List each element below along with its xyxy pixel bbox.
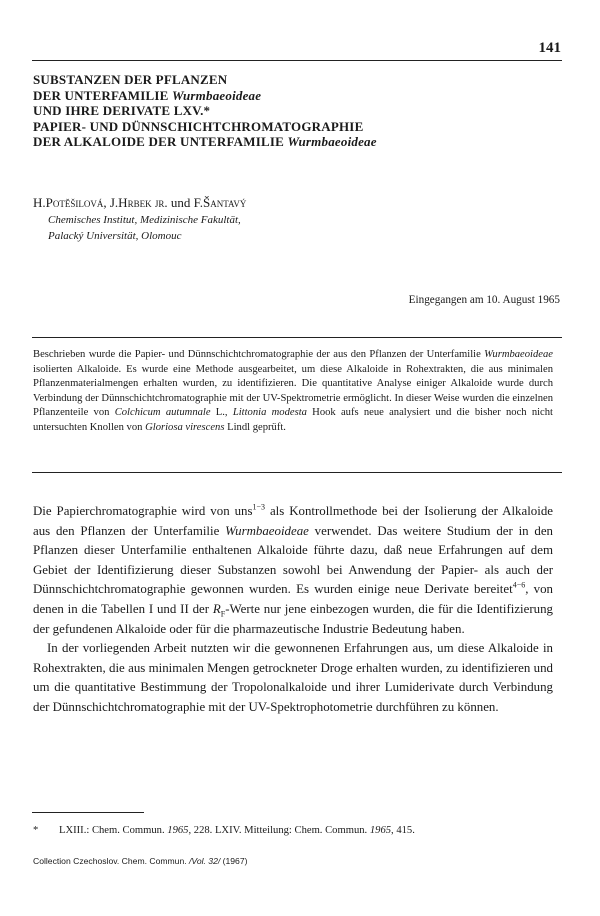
author-list: H.Potěšilová, J.Hrbek jr. und F.Šantavý [33, 195, 247, 210]
title-line-1: SUBSTANZEN DER PFLANZEN [33, 72, 228, 87]
page-number: 141 [538, 40, 561, 56]
paragraph-2: In der vorliegenden Arbeit nutzten wir die gewonnenen Erfahrungen aus, um diese Alkaloide in Rohextrakten, die aus minimalen Mengen getrockneter Droge erhalten wurden, zu identifizieren und um die quantitative Bestimmung der Tropolonalkaloide und ihrer Lumiderivate durch Verbindung der Dünnschichtchromatographie mit der UV-Spektrophotometrie durchführen zu können. [33, 641, 553, 714]
title-line-5: DER ALKALOIDE DER UNTERFAMILIE Wurmbaeoideae [33, 134, 377, 150]
header-rule [32, 60, 562, 61]
main-text [33, 502, 553, 718]
title-line-3: UND IHRE DERIVATE LXV.* [33, 103, 211, 119]
affiliation-line-1: Chemisches Institut, Medizinische Fakultät, [48, 214, 241, 226]
article-title [33, 72, 573, 150]
footnote: * LXIII.: Chem. Commun. 1965, 228. LXIV. Mitteilung: Chem. Commun. 1965, 415. [33, 825, 415, 836]
abstract-rule-top [32, 337, 562, 338]
footnote-rule [32, 812, 144, 813]
affiliation-line-2: Palacký Universität, Olomouc [48, 229, 182, 242]
affiliation [48, 213, 241, 244]
title-line-2: DER UNTERFAMILIE Wurmbaeoideae [33, 87, 262, 103]
title-line-4: PAPIER- UND DÜNNSCHICHTCHROMATOGRAPHIE [33, 118, 364, 134]
paragraph-1: Die Papierchromatographie wird von uns$^{1-3}$ als Kontrollmethode bei der Isolierung der Alkaloide aus den Pflanzen der Unterfamilie Wurmbaeoideae verwendet. Das weitere Studium der in den Pflanzen dieser Unterfamilie enthaltenen Alkaloide führte dazu, daß neue Erfahrungen auf dem Gebiet der Identifizierung dieser Substanzen sowohl bei Anwendung der Papier- als auch der Dünnschichtchromatographie gewonnen wurden. Es wurden einige neue Derivate bereitet$^{4-6}$, von denen in die Tabellen I und II der $R_F$-Werte nur jene einbezogen wurden, die für die Identifizierung der gefundenen Alkaloide oder für die pharmazeutische Industrie Bedeutung haben. [33, 502, 554, 636]
journal-footer: Collection Czechoslov. Chem. Commun. /Vol. 32/ (1967) [33, 856, 248, 866]
abstract-rule-bottom [32, 472, 562, 473]
abstract: Beschrieben wurde die Papier- und Dünnschichtchromatographie der aus den Pflanzen der Unterfamilie Wurmbaeoideae isolierten Alkaloide. Es wurde eine Methode ausgearbeitet, um diese Alkaloide in Rohextrakten, die aus minimalen Pflanzenmaterialmengen erhalten wurden, zu identifizieren. Die quantitative Analyse einiger Alkaloide wurde durch Verbindung der Dünnschichtchromatographie mit der UV-Spektrometrie ermöglicht. In dieser Weise wurden die einzelnen Pflanzenteile von Colchicum autumnale L., Littonia modesta Hook aufs neue analysiert und die bisher noch nicht untersuchten Knollen von Gloriosa virescens Lindl geprüft. [33, 349, 554, 433]
received-date: Eingegangen am 10. August 1965 [408, 294, 560, 306]
